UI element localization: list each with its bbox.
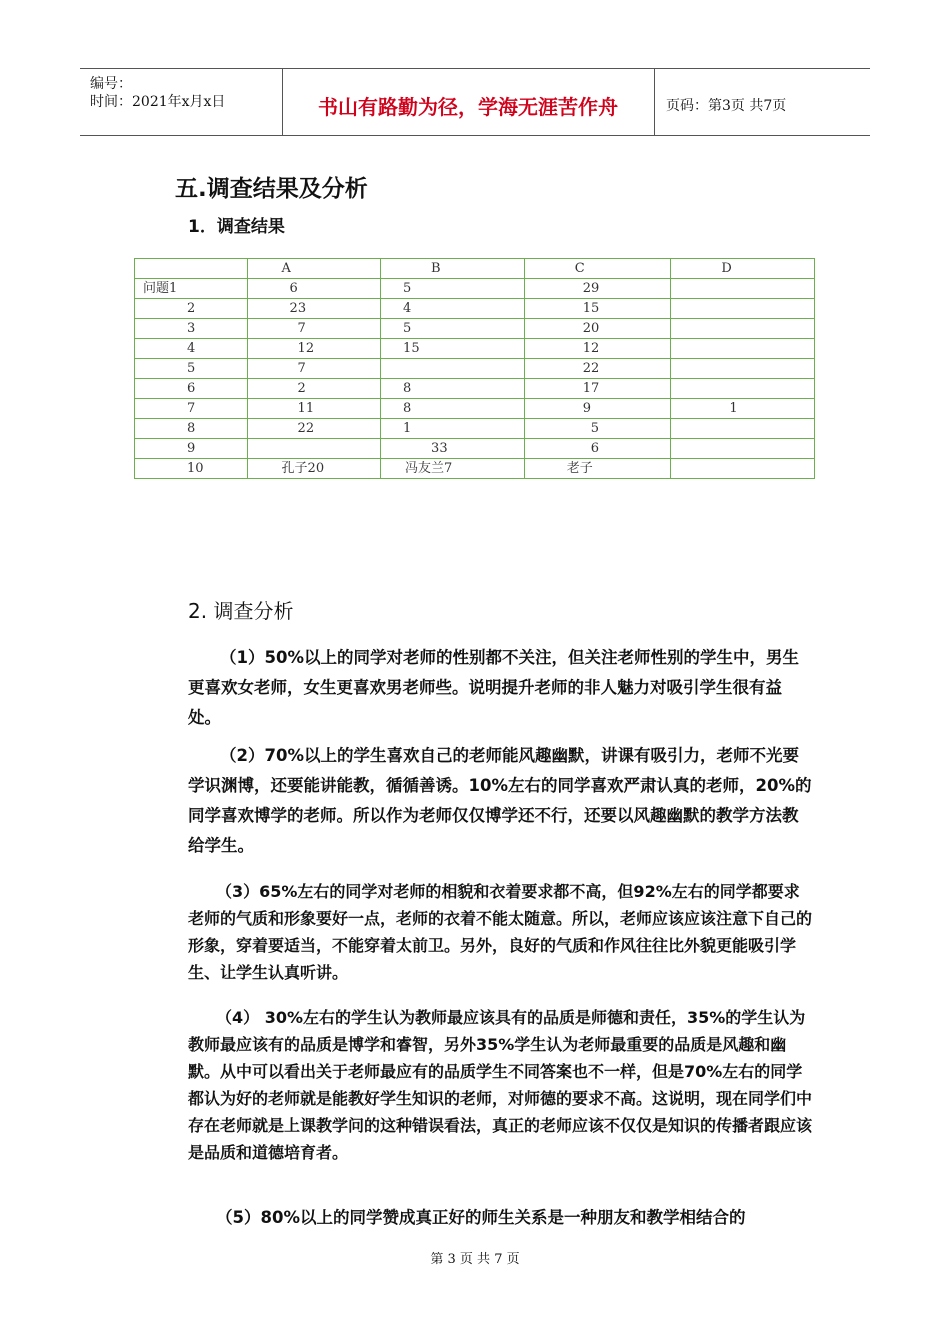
analysis-paragraph-3: （3）65%左右的同学对老师的相貌和衣着要求都不高，但92%左右的同学都要求老师的气质和形象要好一点，老师的衣着不能太随意。所以，老师应该应该注意下自己的形象，穿着要适当，不能穿着太前卫。另外，良好的气质和作风往往比外貌更能吸引学生、让学生认真听讲。 [188, 882, 813, 982]
table-row [135, 419, 815, 439]
table-header-row [135, 259, 815, 279]
cell-b: 8 [381, 379, 525, 399]
cell-d [671, 279, 815, 299]
cell-d [671, 379, 815, 399]
cell-d [671, 419, 815, 439]
cell-a: 2 [247, 379, 381, 399]
cell-a: 22 [247, 419, 381, 439]
header-page-cell [654, 69, 870, 135]
row-label: 6 [135, 379, 248, 399]
cell-d [671, 319, 815, 339]
header-cell: B [381, 259, 525, 279]
analysis-paragraph-5: （5）80%以上的同学赞成真正好的师生关系是一种朋友和教学相结合的 [216, 1208, 746, 1227]
header-cell: A [247, 259, 381, 279]
header-meta [80, 69, 283, 135]
table-row [135, 319, 815, 339]
cell-c: 29 [524, 279, 671, 299]
cell-d [671, 359, 815, 379]
row-label: 2 [135, 299, 248, 319]
cell-b [381, 359, 525, 379]
table-row [135, 299, 815, 319]
cell-b: 4 [381, 299, 525, 319]
row-label: 10 [135, 459, 248, 479]
cell-d: 1 [671, 399, 815, 419]
cell-b: 8 [381, 399, 525, 419]
cell-b: 冯友兰7 [381, 459, 525, 479]
motto: 书山有路勤为径，学海无涯苦作舟 [318, 95, 618, 119]
cell-c: 15 [524, 299, 671, 319]
cell-a: 7 [247, 359, 381, 379]
number-label: 编号： [90, 76, 132, 92]
row-label: 9 [135, 439, 248, 459]
cell-d [671, 459, 815, 479]
page-footer: 第 3 页 共 7 页 [430, 1252, 520, 1267]
cell-d [671, 299, 815, 319]
row-label: 7 [135, 399, 248, 419]
table-row [135, 379, 815, 399]
analysis-paragraph-4: （4） 30%左右的学生认为教师最应该具有的品质是师德和责任，35%的学生认为教师最应该有的品质是博学和睿智，另外35%学生认为老师最重要的品质是风趣和幽默。从中可以看出关于老师最应有的品质学生不同答案也不一样，但是70%左右的同学都认为好的老师就是能教好学生知识的老师，对师德的要求不高。这说明，现在同学们中存在老师就是上课教学问的这种错误看法，真正的老师应该不仅仅是知识的传播者跟应该是品质和道德培育者。 [188, 1008, 813, 1162]
cell-a: 6 [247, 279, 381, 299]
cell-b: 1 [381, 419, 525, 439]
cell-d [671, 339, 815, 359]
cell-a: 12 [247, 339, 381, 359]
row-label: 问题1 [135, 279, 248, 299]
cell-c: 17 [524, 379, 671, 399]
table-row [135, 459, 815, 479]
row-label: 3 [135, 319, 248, 339]
analysis-paragraph-1: （1）50%以上的同学对老师的性别都不关注，但关注老师性别的学生中，男生更喜欢女老师，女生更喜欢男老师些。说明提升老师的非人魅力对吸引学生很有益处。 [188, 648, 799, 727]
subsection-analysis-title: 2. 调查分析 [188, 599, 294, 623]
cell-d [671, 439, 815, 459]
analysis-paragraph-2: （2）70%以上的学生喜欢自己的老师能风趣幽默，讲课有吸引力，老师不光要学识渊博，还要能讲能教，循循善诱。10%左右的同学喜欢严肃认真的老师，20%的同学喜欢博学的老师。所以作为老师仅仅博学还不行，还要以风趣幽默的教学方法教给学生。 [188, 746, 812, 855]
cell-a: 23 [247, 299, 381, 319]
cell-c: 20 [524, 319, 671, 339]
page-info: 页码：第3页 共7页 [666, 98, 787, 114]
cell-c: 5 [524, 419, 671, 439]
date-label: 时间：2021年x月x日 [90, 94, 226, 110]
header-cell: C [524, 259, 671, 279]
cell-b: 33 [381, 439, 525, 459]
header-cell: D [671, 259, 815, 279]
section-title: 五.调查结果及分析 [175, 176, 368, 202]
cell-c: 12 [524, 339, 671, 359]
cell-c: 6 [524, 439, 671, 459]
subsection-results-title: 1．调查结果 [188, 217, 285, 237]
cell-c: 22 [524, 359, 671, 379]
cell-b: 5 [381, 319, 525, 339]
results-table [134, 258, 815, 479]
cell-b: 5 [381, 279, 525, 299]
cell-a: 11 [247, 399, 381, 419]
table-row [135, 279, 815, 299]
cell-a: 孔子20 [247, 459, 381, 479]
cell-c: 老子 [524, 459, 671, 479]
table-row [135, 399, 815, 419]
row-label: 8 [135, 419, 248, 439]
cell-b: 15 [381, 339, 525, 359]
cell-a [247, 439, 381, 459]
table-row [135, 439, 815, 459]
header-motto-cell [282, 69, 655, 135]
cell-a: 7 [247, 319, 381, 339]
row-label: 5 [135, 359, 248, 379]
table-row [135, 339, 815, 359]
page-header [80, 68, 870, 136]
header-cell [135, 259, 248, 279]
row-label: 4 [135, 339, 248, 359]
table-row [135, 359, 815, 379]
cell-c: 9 [524, 399, 671, 419]
